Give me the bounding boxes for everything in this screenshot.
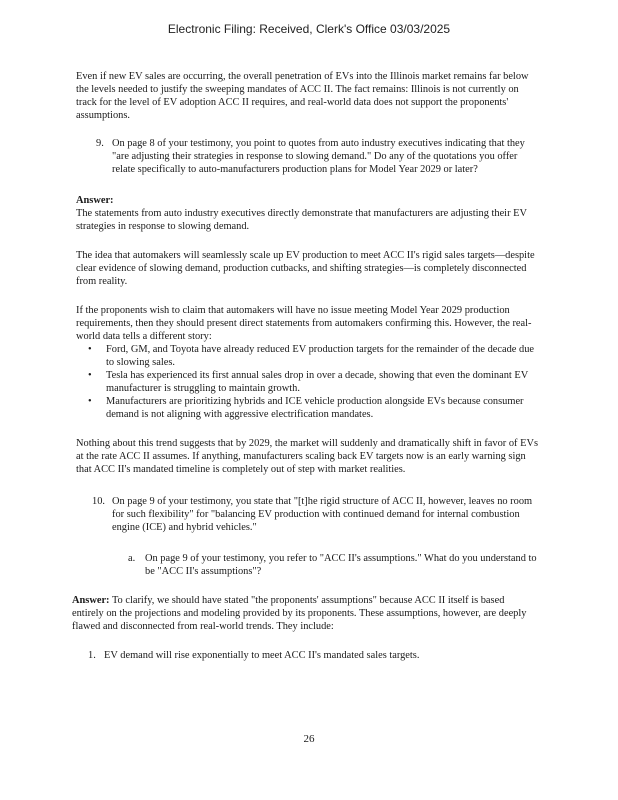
bullet-item — [88, 395, 538, 421]
assumption-text: EV demand will rise exponentially to meet ACC II's mandated sales targets. — [104, 650, 420, 661]
filing-stamp: Electronic Filing: Received, Clerk's Office 03/03/2025 — [167, 22, 451, 36]
bullet-icon: • — [88, 344, 92, 355]
answer-10a — [72, 594, 538, 633]
question-9 — [96, 137, 538, 176]
intro-paragraph: Even if new EV sales are occurring, the overall penetration of EVs into the Illinois market remains far below the levels needed to justify the sweeping mandates of ACC II. The fact remains: Illinois is not currently on track for the level of EV adoption ACC II requires, and real-world data does not support the proponents' assumptions. — [76, 71, 529, 121]
answer-10a-label: Answer: — [72, 595, 110, 606]
question-10a-letter: a. — [128, 553, 136, 564]
bullet-text: Ford, GM, and Toyota have already reduced EV production targets for the remainder of the decade due to slowing sales. — [106, 344, 535, 368]
page-number: 26 — [303, 733, 315, 745]
bullet-item — [88, 369, 538, 395]
question-10a-text: On page 9 of your testimony, you refer to "ACC II's assumptions." What do you understand to be "ACC II's assumptions"? — [145, 553, 537, 577]
question-10-number: 10. — [92, 496, 105, 507]
bullet-item — [88, 343, 538, 369]
answer-9-paragraph-1: The statements from auto industry executives directly demonstrate that manufacturers are adjusting their EV strategies in response to slowing demand. — [76, 208, 527, 232]
bullet-text: Manufacturers are prioritizing hybrids and ICE vehicle production alongside EVs because consumer demand is not aligning with aggressive electrification mandates. — [106, 396, 524, 420]
answer-10a-text: To clarify, we should have stated "the proponents' assumptions" because ACC II itself is based entirely on the projections and modeling provided by its proponents. These assumptions, however, are deeply flawed and disconnected from real-world trends. They include: — [72, 595, 527, 632]
bullet-text: Tesla has experienced its first annual sales drop in over a decade, showing that even the dominant EV manufacturer is struggling to maintain growth. — [106, 370, 529, 394]
question-10-text: On page 9 of your testimony, you state that "[t]he rigid structure of ACC II, however, leaves no room for such flexibility" for "balancing EV production with continued demand for internal combustion engine (ICE) and hybrid vehicles." — [112, 496, 533, 533]
question-9-number: 9. — [96, 138, 104, 149]
question-9-text: On page 8 of your testimony, you point to quotes from auto industry executives indicating that they "are adjusting their strategies in response to slowing demand." Do any of the quotations you offer relate specifically to auto-manufacturers production plans for Model Year 2029 or later? — [112, 138, 525, 175]
bullet-icon: • — [88, 396, 92, 407]
answer-9-bullet-list — [76, 343, 538, 421]
answer-9-label: Answer: — [76, 195, 114, 206]
answer-9-paragraph-2: The idea that automakers will seamlessly scale up EV production to meet ACC II's rigid sales targets—despite clear evidence of slowing demand, production cutbacks, and shifting strategies—is completely disconnected from reality. — [76, 250, 535, 287]
bullet-icon: • — [88, 370, 92, 381]
answer-9-paragraph-4: Nothing about this trend suggests that by 2029, the market will suddenly and dramatically shift in favor of EVs at the rate ACC II assumes. If anything, manufacturers scaling back EV targets now is an early warning sign that ACC II's mandated timeline is completely out of step with market realities. — [76, 438, 539, 475]
assumption-number: 1. — [88, 650, 96, 661]
answer-9-paragraph-3: If the proponents wish to claim that automakers will have no issue meeting Model Year 2029 production requirements, then they should present direct statements from automakers confirming this. However, the real-world data tells a different story: — [76, 305, 532, 342]
question-10 — [92, 495, 538, 534]
question-10a — [128, 552, 538, 578]
document-body — [72, 70, 539, 662]
assumption-list-item — [88, 649, 538, 662]
